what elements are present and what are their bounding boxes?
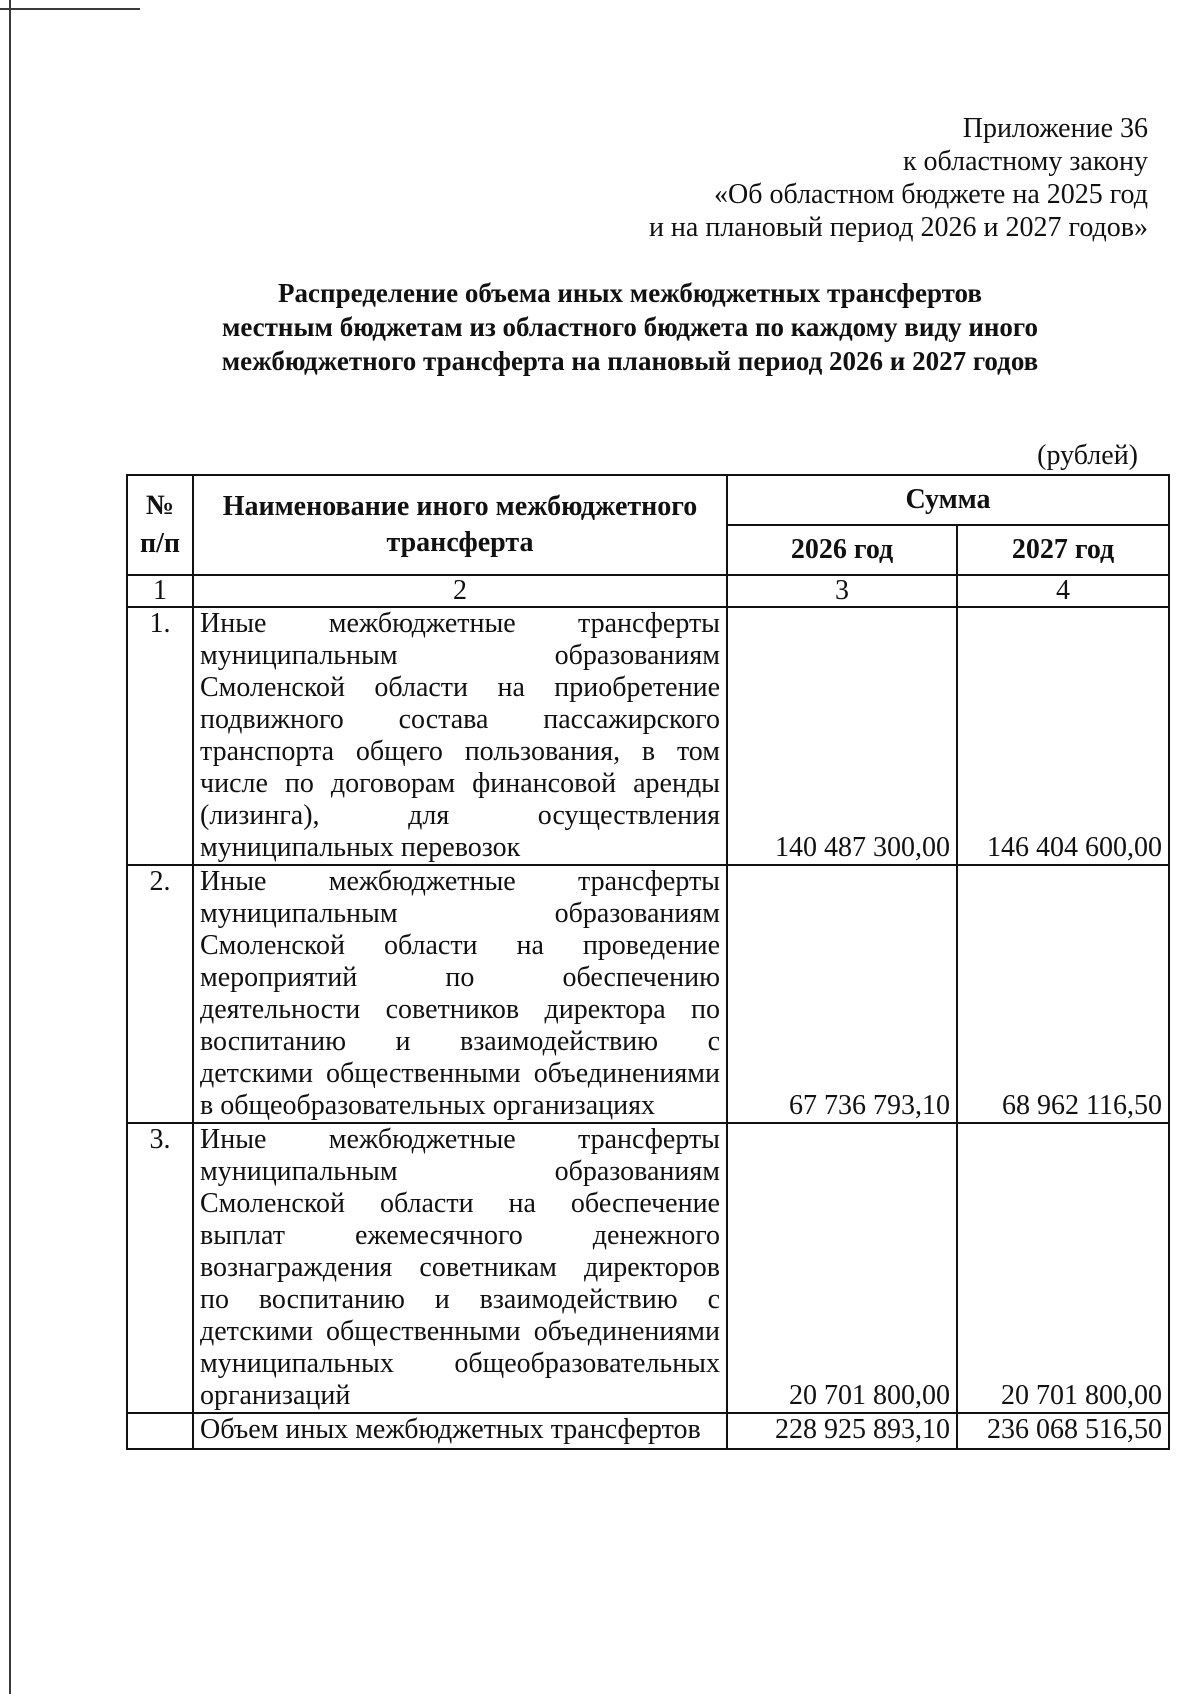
description-line: вознаграждения советникам директоров: [200, 1252, 720, 1283]
appendix-line-2: к областному закону: [902, 146, 1148, 177]
header-name-line-2: трансферта: [386, 527, 534, 558]
title-line-1: Распределение объема иных межбюджетных трансфертов: [278, 278, 982, 308]
description-line: детскими общественными объединениями: [200, 1316, 720, 1347]
description-line: выплат ежемесячного денежного: [200, 1220, 720, 1251]
total-label: Объем иных межбюджетных трансфертов: [193, 1413, 727, 1449]
amount-2027: 68 962 116,50: [957, 865, 1169, 1123]
table-row: [127, 865, 1169, 1123]
title-line-3: межбюджетного трансферта на плановый период 2026 и 2027 годов: [221, 346, 1039, 376]
description-line: детскими общественными объединениями: [200, 1058, 720, 1089]
description-line: Иные межбюджетные трансферты: [200, 1124, 720, 1155]
scan-edge-top: [0, 8, 140, 10]
scan-edge-left: [9, 0, 11, 1694]
description-line: в общеобразовательных организациях: [200, 1090, 655, 1121]
units-label: (рублей): [1037, 440, 1138, 471]
description-line: муниципальным образованиям: [200, 640, 720, 671]
description-line: транспорта общего пользования, в том: [200, 736, 720, 767]
description-line: деятельности советников директора по: [200, 994, 720, 1025]
row-number: 1.: [127, 607, 193, 865]
amount-2026: 140 487 300,00: [727, 607, 957, 865]
description-line: муниципальным образованиям: [200, 898, 720, 929]
amount-2027: 20 701 800,00: [957, 1123, 1169, 1413]
column-number-2: 2: [193, 575, 727, 607]
description-line: муниципальным образованиям: [200, 1156, 720, 1187]
total-amount-2026: 228 925 893,10: [727, 1413, 957, 1449]
header-sum: Сумма: [727, 475, 1169, 525]
description-line: муниципальных перевозок: [200, 832, 521, 863]
description-line: Смоленской области на обеспечение: [200, 1188, 720, 1219]
header-number: [127, 475, 193, 575]
column-number-3: 3: [727, 575, 957, 607]
table-row: [127, 607, 1169, 865]
amount-2026: 20 701 800,00: [727, 1123, 957, 1413]
transfers-table: [126, 474, 1170, 1450]
title-line-2: местным бюджетам из областного бюджета по каждому виду иного: [221, 312, 1039, 342]
total-row: [127, 1413, 1169, 1449]
column-number-1: 1: [127, 575, 193, 607]
description-line: подвижного состава пассажирского: [200, 704, 720, 735]
header-number-line-2: п/п: [139, 528, 181, 559]
description-line: Смоленской области на приобретение: [200, 672, 720, 703]
header-name: [193, 475, 727, 575]
appendix-line-1: Приложение 36: [962, 113, 1148, 144]
total-amount-2027: 236 068 516,50: [957, 1413, 1169, 1449]
row-description: [193, 1123, 727, 1413]
description-line: числе по договорам финансовой аренды: [200, 768, 720, 799]
description-line: Иные межбюджетные трансферты: [200, 608, 720, 639]
document-title: [110, 276, 1150, 378]
header-year-2027: 2027 год: [957, 525, 1169, 575]
column-number-4: 4: [957, 575, 1169, 607]
row-number: 3.: [127, 1123, 193, 1413]
description-line: Смоленской области на проведение: [200, 930, 720, 961]
row-description: [193, 607, 727, 865]
header-year-2026: 2026 год: [727, 525, 957, 575]
description-line: муниципальных общеобразовательных: [200, 1348, 720, 1379]
row-description: [193, 865, 727, 1123]
description-line: воспитанию и взаимодействию с: [200, 1026, 720, 1057]
header-row-1: [127, 475, 1169, 525]
description-line: по воспитанию и взаимодействию с: [200, 1284, 720, 1315]
row-number: 2.: [127, 865, 193, 1123]
description-line: (лизинга), для осуществления: [200, 800, 720, 831]
appendix-line-4: и на плановый период 2026 и 2027 годов»: [648, 212, 1148, 243]
table-row: [127, 1123, 1169, 1413]
total-number-cell: [127, 1413, 193, 1449]
amount-2026: 67 736 793,10: [727, 865, 957, 1123]
description-line: Иные межбюджетные трансферты: [200, 866, 720, 897]
appendix-header: [348, 112, 1148, 244]
amount-2027: 146 404 600,00: [957, 607, 1169, 865]
header-number-line-1: №: [145, 490, 175, 521]
description-line: мероприятий по обеспечению: [200, 962, 720, 993]
column-number-row: [127, 575, 1169, 607]
description-line: организаций: [200, 1380, 351, 1411]
appendix-line-3: «Об областном бюджете на 2025 год: [714, 179, 1148, 210]
header-name-line-1: Наименование иного межбюджетного: [222, 491, 698, 522]
